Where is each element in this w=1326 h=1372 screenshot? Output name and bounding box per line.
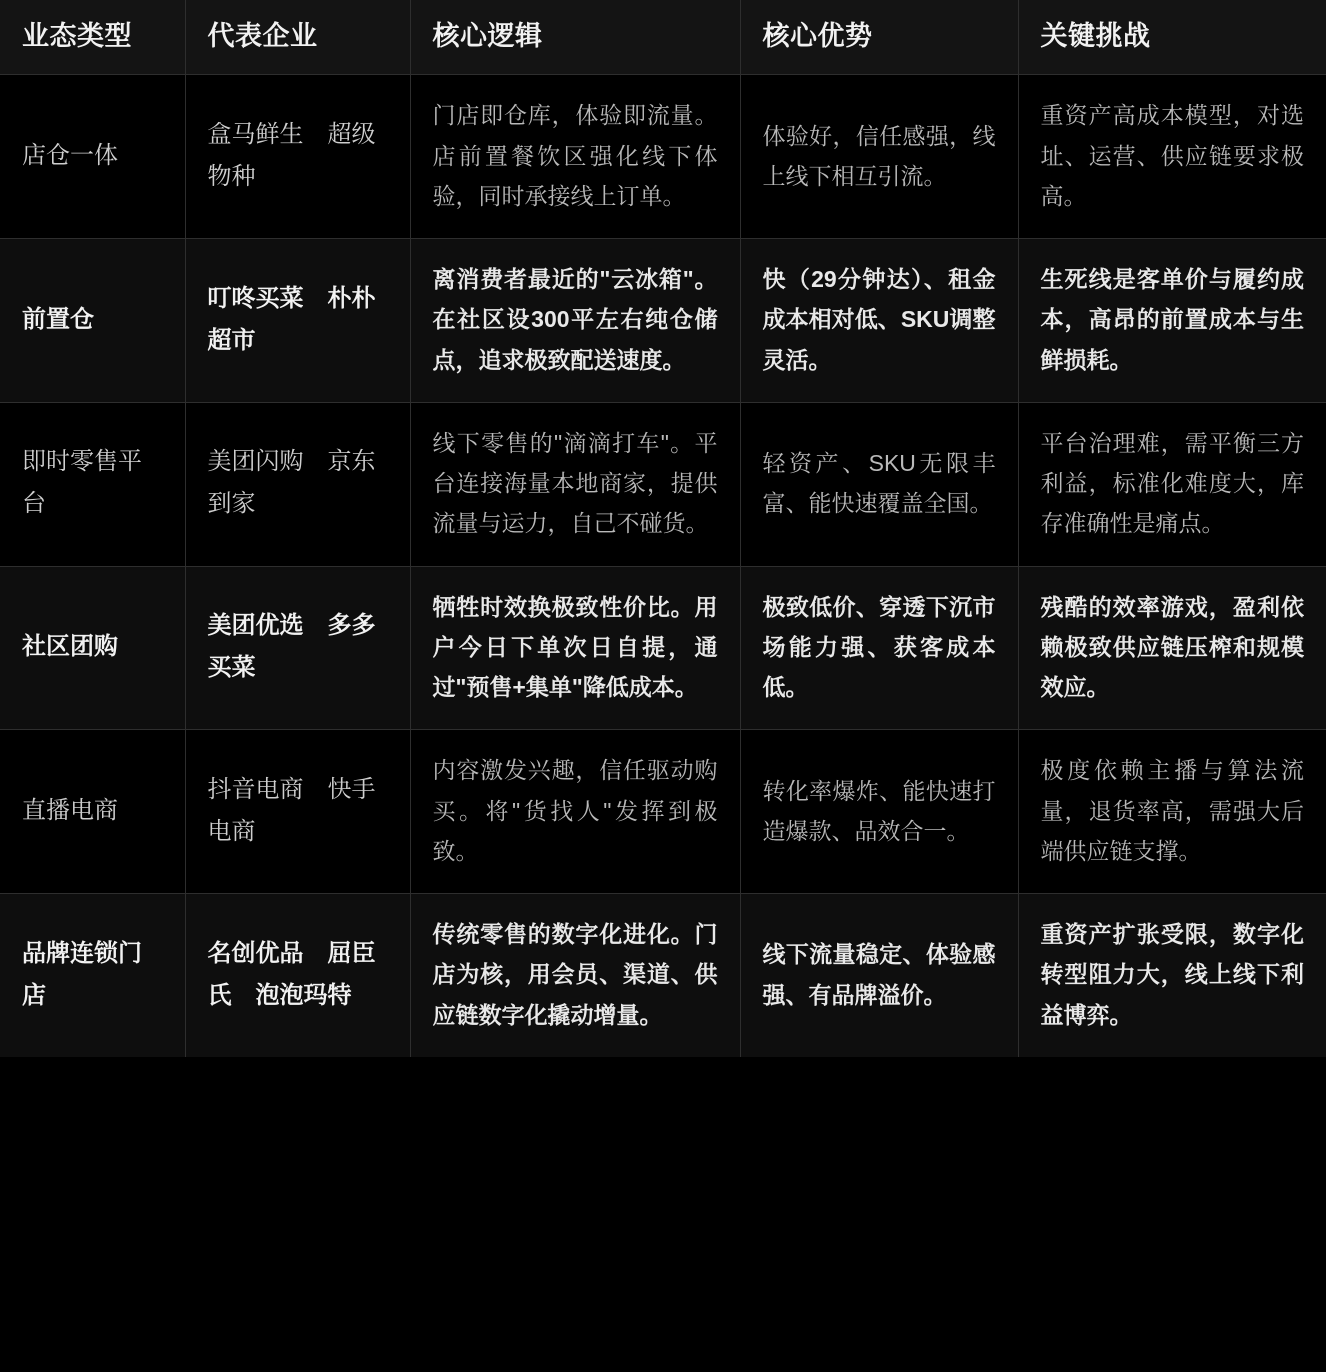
column-header-key-challenge: 关键挑战: [1018, 0, 1326, 75]
cell-core-logic: 牺牲时效换极致性价比。用户今日下单次日自提，通过"预售+集单"降低成本。: [410, 566, 740, 730]
cell-core-logic: 传统零售的数字化进化。门店为核，用会员、渠道、供应链数字化撬动增量。: [410, 894, 740, 1057]
cell-companies: 美团闪购 京东到家: [185, 402, 410, 566]
cell-core-advantage: 快（29分钟达）、租金成本相对低、SKU调整灵活。: [740, 239, 1018, 403]
table-header-row: [0, 0, 1326, 75]
cell-core-advantage: 体验好，信任感强，线上线下相互引流。: [740, 75, 1018, 239]
cell-core-logic: 内容激发兴趣，信任驱动购买。将"货找人"发挥到极致。: [410, 730, 740, 894]
cell-companies: 美团优选 多多买菜: [185, 566, 410, 730]
cell-key-challenge: 残酷的效率游戏，盈利依赖极致供应链压榨和规模效应。: [1018, 566, 1326, 730]
cell-key-challenge: 重资产扩张受限，数字化转型阻力大，线上线下利益博弈。: [1018, 894, 1326, 1057]
cell-key-challenge: 极度依赖主播与算法流量，退货率高，需强大后端供应链支撑。: [1018, 730, 1326, 894]
cell-companies: 叮咚买菜 朴朴超市: [185, 239, 410, 403]
table-row: [0, 402, 1326, 566]
cell-core-logic: 离消费者最近的"云冰箱"。在社区设300平左右纯仓储点，追求极致配送速度。: [410, 239, 740, 403]
cell-category: 即时零售平台: [0, 402, 185, 566]
cell-companies: 盒马鲜生 超级物种: [185, 75, 410, 239]
table-row: [0, 239, 1326, 403]
cell-category: 店仓一体: [0, 75, 185, 239]
cell-key-challenge: 生死线是客单价与履约成本，高昂的前置成本与生鲜损耗。: [1018, 239, 1326, 403]
table-row: [0, 566, 1326, 730]
cell-core-advantage: 极致低价、穿透下沉市场能力强、获客成本低。: [740, 566, 1018, 730]
table-header: [0, 0, 1326, 75]
table-row: [0, 894, 1326, 1057]
cell-core-advantage: 线下流量稳定、体验感强、有品牌溢价。: [740, 894, 1018, 1057]
table-row: [0, 75, 1326, 239]
table-row: [0, 730, 1326, 894]
column-header-core-advantage: 核心优势: [740, 0, 1018, 75]
cell-category: 品牌连锁门店: [0, 894, 185, 1057]
cell-companies: 名创优品 屈臣氏 泡泡玛特: [185, 894, 410, 1057]
cell-companies: 抖音电商 快手电商: [185, 730, 410, 894]
cell-core-advantage: 转化率爆炸、能快速打造爆款、品效合一。: [740, 730, 1018, 894]
cell-key-challenge: 重资产高成本模型，对选址、运营、供应链要求极高。: [1018, 75, 1326, 239]
cell-core-logic: 线下零售的"滴滴打车"。平台连接海量本地商家，提供流量与运力，自己不碰货。: [410, 402, 740, 566]
cell-key-challenge: 平台治理难，需平衡三方利益，标准化难度大，库存准确性是痛点。: [1018, 402, 1326, 566]
table-body: [0, 75, 1326, 1057]
cell-category: 社区团购: [0, 566, 185, 730]
column-header-companies: 代表企业: [185, 0, 410, 75]
cell-category: 直播电商: [0, 730, 185, 894]
column-header-core-logic: 核心逻辑: [410, 0, 740, 75]
column-header-category: 业态类型: [0, 0, 185, 75]
cell-core-advantage: 轻资产、SKU无限丰富、能快速覆盖全国。: [740, 402, 1018, 566]
cell-category: 前置仓: [0, 239, 185, 403]
cell-core-logic: 门店即仓库，体验即流量。店前置餐饮区强化线下体验，同时承接线上订单。: [410, 75, 740, 239]
